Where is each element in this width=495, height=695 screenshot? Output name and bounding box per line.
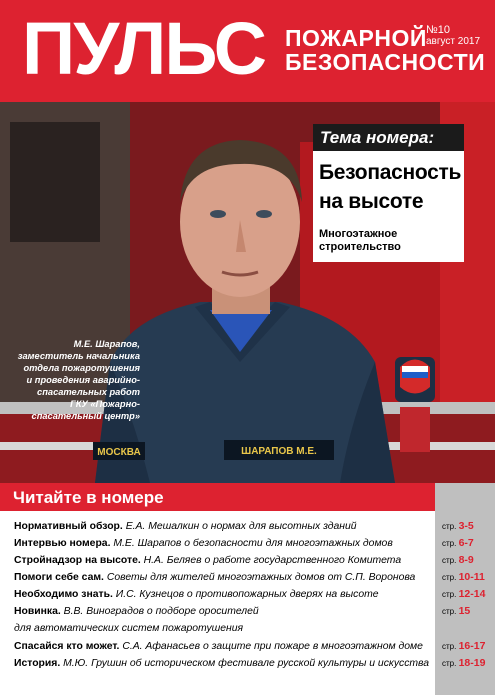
page-ref xyxy=(442,605,492,618)
page-ref xyxy=(442,571,492,584)
toc-row xyxy=(14,605,434,618)
page-ref xyxy=(442,588,492,601)
theme-subtitle-line1: Многоэтажное xyxy=(319,228,398,240)
page-number: 6-7 xyxy=(458,537,474,549)
masthead-subtitle-line1: ПОЖАРНОЙ xyxy=(285,25,427,51)
photo-caption-line: и проведения аварийно- xyxy=(26,375,140,385)
toc-description: Н.А. Беляев о работе государственного Комитета xyxy=(143,555,402,566)
page-prefix: стр. xyxy=(442,590,457,599)
toc-description: М.Е. Шарапов о безопасности для многоэтажных домов xyxy=(113,538,393,549)
theme-title-line2: на высоте xyxy=(319,190,424,213)
toc-description: для автоматических систем пожаротушения xyxy=(14,623,244,634)
page-number: 3-5 xyxy=(458,520,474,532)
toc-row xyxy=(14,640,434,653)
issue-number: №10 xyxy=(426,24,451,36)
theme-title-line1: Безопасность xyxy=(319,161,462,184)
page-number: 12-14 xyxy=(458,588,486,600)
toc-row xyxy=(14,657,434,670)
toc-category: Спасайся кто может. xyxy=(14,641,120,652)
toc-category: Новинка. xyxy=(14,606,61,617)
photo-caption-line: ГКУ «Пожарно- xyxy=(70,399,140,409)
toc-row xyxy=(14,622,434,635)
toc-row xyxy=(14,537,434,550)
photo-caption-line: заместитель начальника xyxy=(17,351,140,361)
toc-description: Советы для жителей многоэтажных домов от С.П. Воронова xyxy=(106,572,416,583)
masthead-subtitle-line2: БЕЗОПАСНОСТИ xyxy=(285,49,486,75)
page-prefix: стр. xyxy=(442,522,457,531)
toc-category: История. xyxy=(14,658,61,669)
toc-row xyxy=(14,571,434,584)
page-ref xyxy=(442,537,492,550)
toc-category: Помоги себе сам. xyxy=(14,572,104,583)
toc-description: М.Ю. Грушин об историческом фестивале русской культуры и искусства xyxy=(63,658,430,669)
toc-description: И.С. Кузнецов о противопожарных дверях на высоте xyxy=(115,589,379,600)
toc-row xyxy=(14,520,434,533)
page-prefix: стр. xyxy=(442,642,457,651)
theme-subtitle-line2: строительство xyxy=(319,241,401,253)
photo-caption-line: спасательных работ xyxy=(37,387,140,397)
toc-description: В.В. Виноградов о подборе оросителей xyxy=(63,606,259,617)
toc-category: Необходимо знать. xyxy=(14,589,113,600)
page-ref xyxy=(442,657,492,670)
toc-category: Нормативный обзор. xyxy=(14,521,123,532)
page-number: 8-9 xyxy=(458,554,474,566)
page-number: 15 xyxy=(458,605,471,617)
chest-patch-right: ШАРАПОВ М.Е. xyxy=(241,446,317,457)
toc-category: Стройнадзор на высоте. xyxy=(14,555,141,566)
page-prefix: стр. xyxy=(442,573,457,582)
toc-description: Е.А. Мешалкин о нормах для высотных зданий xyxy=(125,521,357,532)
magazine-logo: ПУЛЬС xyxy=(22,7,266,90)
photo-caption-line: отдела пожаротушения xyxy=(23,363,140,373)
page-prefix: стр. xyxy=(442,659,457,668)
toc-row xyxy=(14,554,434,567)
toc-title: Читайте в номере xyxy=(13,488,164,507)
page-prefix: стр. xyxy=(442,607,457,616)
photo-caption-line: М.Е. Шарапов, xyxy=(73,339,140,349)
photo-caption-line: спасательный центр» xyxy=(31,411,140,421)
page-ref xyxy=(442,520,492,533)
toc-row xyxy=(14,588,434,601)
toc-category: Интервью номера. xyxy=(14,538,111,549)
page-number: 10-11 xyxy=(458,571,485,583)
page-ref xyxy=(442,640,492,653)
page-prefix: стр. xyxy=(442,539,457,548)
page-ref xyxy=(442,554,492,567)
theme-label: Тема номера: xyxy=(320,128,435,147)
page-prefix: стр. xyxy=(442,556,457,565)
page-number: 16-17 xyxy=(458,640,486,652)
toc-description: С.А. Афанасьев о защите при пожаре в многоэтажном доме xyxy=(122,641,423,652)
issue-date: август 2017 xyxy=(426,36,481,47)
chest-patch-left: МОСКВА xyxy=(97,447,141,458)
page-number: 18-19 xyxy=(458,657,486,669)
